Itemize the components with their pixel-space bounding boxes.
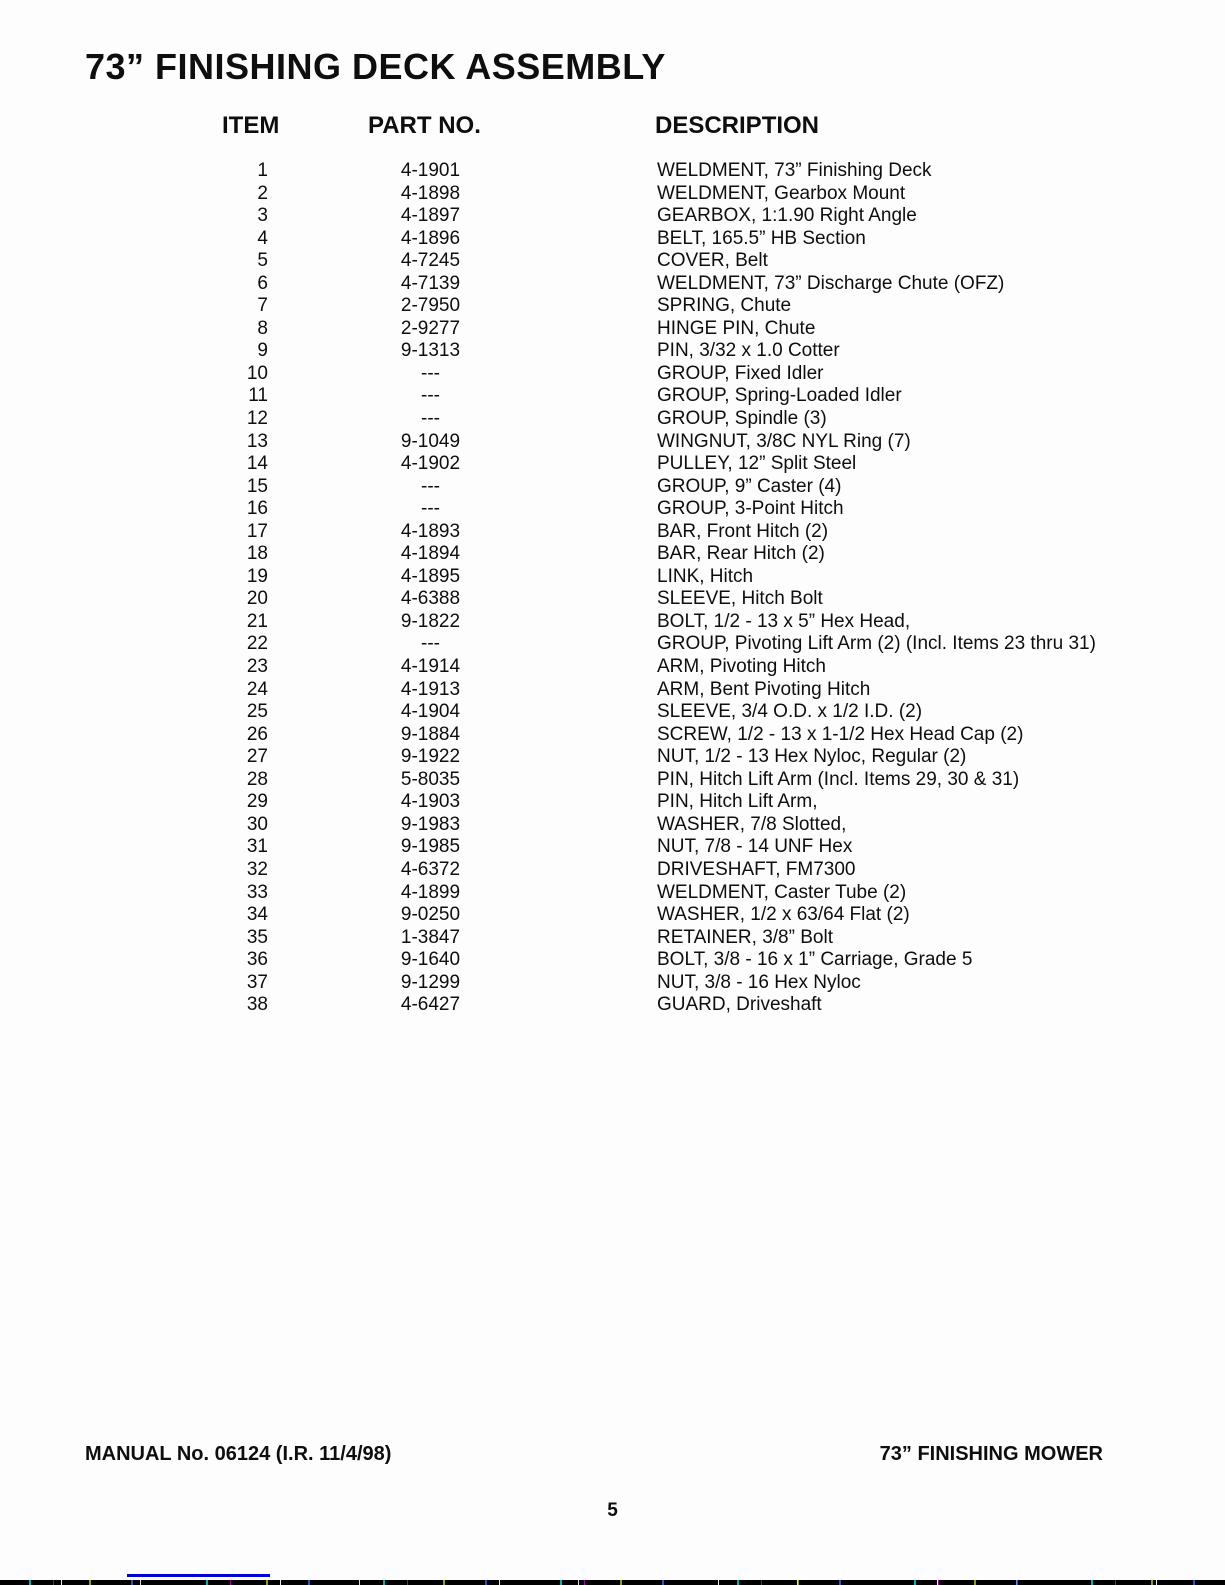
item-number-cell: 8 — [257, 317, 268, 339]
table-row — [0, 363, 1225, 386]
description-cell: RETAINER, 3/8” Bolt — [657, 926, 833, 948]
table-row — [0, 476, 1225, 499]
table-row — [0, 431, 1225, 454]
description-cell: GROUP, 3-Point Hitch — [657, 498, 844, 520]
table-row — [0, 543, 1225, 566]
table-row — [0, 273, 1225, 296]
part-number-cell: --- — [421, 385, 440, 407]
item-number-cell: 30 — [246, 813, 268, 835]
description-cell: GROUP, Spring-Loaded Idler — [657, 385, 902, 407]
table-row — [0, 949, 1225, 972]
table-row — [0, 408, 1225, 431]
table-row — [0, 972, 1225, 995]
part-number-cell: 4-1894 — [400, 543, 461, 565]
part-number-cell: 4-7245 — [400, 250, 461, 272]
item-number-cell: 28 — [246, 768, 268, 790]
table-row — [0, 611, 1225, 634]
part-number-cell: --- — [421, 498, 440, 520]
description-cell: NUT, 1/2 - 13 Hex Nyloc, Regular (2) — [657, 746, 967, 768]
part-number-cell: 4-1903 — [400, 791, 461, 813]
description-cell: PIN, 3/32 x 1.0 Cotter — [657, 340, 840, 362]
item-number-cell: 26 — [246, 723, 268, 745]
table-row — [0, 588, 1225, 611]
part-number-cell: 2-7950 — [400, 295, 461, 317]
footer-manual-number: MANUAL No. 06124 (I.R. 11/4/98) — [85, 1443, 392, 1465]
description-cell: SPRING, Chute — [657, 295, 792, 317]
part-number-cell: 4-1896 — [400, 227, 461, 249]
table-row — [0, 160, 1225, 183]
table-row — [0, 679, 1225, 702]
description-cell: SLEEVE, Hitch Bolt — [657, 588, 823, 610]
table-row — [0, 927, 1225, 950]
scan-artifact-blue-line — [127, 1574, 270, 1577]
description-cell: COVER, Belt — [657, 250, 768, 272]
item-number-cell: 2 — [257, 182, 268, 204]
part-number-cell: 4-1897 — [400, 205, 461, 227]
table-row — [0, 882, 1225, 905]
item-number-cell: 24 — [246, 678, 268, 700]
part-number-cell: --- — [421, 362, 440, 384]
description-cell: ARM, Pivoting Hitch — [657, 656, 826, 678]
column-header-part-no: PART NO. — [368, 112, 481, 139]
description-cell: BAR, Front Hitch (2) — [657, 520, 829, 542]
item-number-cell: 6 — [257, 272, 268, 294]
item-number-cell: 1 — [257, 160, 268, 181]
item-number-cell: 11 — [248, 385, 268, 407]
table-row — [0, 183, 1225, 206]
description-cell: WASHER, 1/2 x 63/64 Flat (2) — [657, 904, 910, 926]
table-row — [0, 701, 1225, 724]
table-row — [0, 385, 1225, 408]
item-number-cell: 23 — [246, 656, 268, 678]
item-number-cell: 25 — [246, 701, 268, 723]
item-number-cell: 31 — [246, 836, 268, 858]
part-number-cell: 9-1884 — [400, 723, 461, 745]
item-number-cell: 9 — [257, 340, 268, 362]
table-row — [0, 340, 1225, 363]
description-cell: PULLEY, 12” Split Steel — [657, 453, 857, 475]
description-cell: GUARD, Driveshaft — [657, 994, 822, 1016]
description-cell: PIN, Hitch Lift Arm (Incl. Items 29, 30 & 31) — [657, 768, 1020, 790]
table-row — [0, 769, 1225, 792]
description-cell: WELDMENT, Gearbox Mount — [657, 182, 906, 204]
part-number-cell: 2-9277 — [400, 317, 461, 339]
part-number-cell: 9-1985 — [400, 836, 461, 858]
description-cell: BELT, 165.5” HB Section — [657, 227, 866, 249]
table-row — [0, 521, 1225, 544]
description-cell: NUT, 7/8 - 14 UNF Hex — [657, 836, 853, 858]
item-number-cell: 19 — [246, 565, 268, 587]
item-number-cell: 20 — [246, 588, 268, 610]
description-cell: PIN, Hitch Lift Arm, — [657, 791, 818, 813]
table-row — [0, 994, 1225, 1017]
description-cell: WELDMENT, 73” Finishing Deck — [657, 160, 932, 181]
part-number-cell: 4-1904 — [400, 701, 461, 723]
part-number-cell: 4-6427 — [400, 994, 461, 1016]
description-cell: WELDMENT, 73” Discharge Chute (OFZ) — [657, 272, 1005, 294]
part-number-cell: 9-1922 — [400, 746, 461, 768]
item-number-cell: 12 — [246, 408, 268, 430]
table-row — [0, 746, 1225, 769]
item-number-cell: 29 — [246, 791, 268, 813]
item-number-cell: 7 — [257, 295, 268, 317]
item-number-cell: 22 — [246, 633, 268, 655]
description-cell: WELDMENT, Caster Tube (2) — [657, 881, 907, 903]
item-number-cell: 5 — [257, 250, 268, 272]
table-row — [0, 859, 1225, 882]
part-number-cell: 4-1893 — [400, 520, 461, 542]
item-number-cell: 36 — [246, 949, 268, 971]
column-header-description: DESCRIPTION — [655, 112, 820, 139]
part-number-cell: 4-6388 — [400, 588, 461, 610]
item-number-cell: 3 — [257, 205, 268, 227]
part-number-cell: 9-1049 — [400, 430, 461, 452]
part-number-cell: 4-1902 — [400, 453, 461, 475]
description-cell: DRIVESHAFT, FM7300 — [657, 858, 856, 880]
description-cell: NUT, 3/8 - 16 Hex Nyloc — [657, 971, 861, 993]
table-row — [0, 318, 1225, 341]
item-number-cell: 27 — [246, 746, 268, 768]
part-number-cell: --- — [421, 633, 440, 655]
page-title: 73” FINISHING DECK ASSEMBLY — [85, 46, 666, 87]
table-row — [0, 566, 1225, 589]
description-cell: GROUP, Pivoting Lift Arm (2) (Incl. Items 23 thru 31) — [657, 633, 1096, 655]
table-row — [0, 205, 1225, 228]
part-number-cell: 5-8035 — [400, 768, 461, 790]
item-number-cell: 16 — [246, 498, 268, 520]
part-number-cell: --- — [421, 475, 440, 497]
description-cell: SLEEVE, 3/4 O.D. x 1/2 I.D. (2) — [657, 701, 923, 723]
item-number-cell: 10 — [246, 362, 268, 384]
table-row — [0, 836, 1225, 859]
table-row — [0, 724, 1225, 747]
description-cell: BOLT, 1/2 - 13 x 5” Hex Head, — [657, 610, 911, 632]
item-number-cell: 37 — [246, 971, 268, 993]
item-number-cell: 21 — [246, 610, 268, 632]
part-number-cell: 4-1913 — [400, 678, 461, 700]
item-number-cell: 33 — [246, 881, 268, 903]
description-cell: LINK, Hitch — [657, 565, 754, 587]
table-row — [0, 250, 1225, 273]
item-number-cell: 4 — [257, 227, 268, 249]
item-number-cell: 14 — [246, 453, 268, 475]
part-number-cell: 4-1914 — [400, 656, 461, 678]
part-number-cell: 9-1640 — [400, 949, 461, 971]
table-row — [0, 904, 1225, 927]
part-number-cell: 4-1901 — [400, 160, 461, 181]
parts-table-body — [0, 160, 1225, 1017]
table-row — [0, 295, 1225, 318]
item-number-cell: 18 — [246, 543, 268, 565]
description-cell: HINGE PIN, Chute — [657, 317, 816, 339]
table-row — [0, 791, 1225, 814]
table-row — [0, 814, 1225, 837]
part-number-cell: 4-1895 — [400, 565, 461, 587]
footer-product-name: 73” FINISHING MOWER — [879, 1443, 1103, 1465]
table-row — [0, 453, 1225, 476]
part-number-cell: 4-6372 — [400, 858, 461, 880]
part-number-cell: 4-1898 — [400, 182, 461, 204]
table-row — [0, 656, 1225, 679]
description-cell: BAR, Rear Hitch (2) — [657, 543, 825, 565]
item-number-cell: 15 — [246, 475, 268, 497]
page-number: 5 — [607, 1500, 618, 1521]
part-number-cell: 9-1983 — [400, 813, 461, 835]
item-number-cell: 38 — [246, 994, 268, 1016]
description-cell: SCREW, 1/2 - 13 x 1-1/2 Hex Head Cap (2) — [657, 723, 1024, 745]
description-cell: GROUP, Fixed Idler — [657, 362, 824, 384]
part-number-cell: --- — [421, 408, 440, 430]
table-row — [0, 633, 1225, 656]
item-number-cell: 32 — [246, 858, 268, 880]
part-number-cell: 9-1822 — [400, 610, 461, 632]
description-cell: WINGNUT, 3/8C NYL Ring (7) — [657, 430, 911, 452]
table-row — [0, 498, 1225, 521]
part-number-cell: 1-3847 — [400, 926, 461, 948]
part-number-cell: 9-0250 — [400, 904, 461, 926]
part-number-cell: 4-1899 — [400, 881, 461, 903]
table-row — [0, 228, 1225, 251]
description-cell: BOLT, 3/8 - 16 x 1” Carriage, Grade 5 — [657, 949, 973, 971]
description-cell: GROUP, Spindle (3) — [657, 408, 827, 430]
item-number-cell: 17 — [246, 520, 268, 542]
part-number-cell: 9-1313 — [400, 340, 461, 362]
item-number-cell: 35 — [246, 926, 268, 948]
item-number-cell: 13 — [246, 430, 268, 452]
description-cell: GEARBOX, 1:1.90 Right Angle — [657, 205, 917, 227]
description-cell: GROUP, 9” Caster (4) — [657, 475, 842, 497]
scan-artifact-noise-bar — [0, 1580, 1225, 1585]
description-cell: WASHER, 7/8 Slotted, — [657, 813, 847, 835]
column-header-item: ITEM — [222, 112, 280, 139]
item-number-cell: 34 — [246, 904, 268, 926]
part-number-cell: 9-1299 — [400, 971, 461, 993]
part-number-cell: 4-7139 — [400, 272, 461, 294]
description-cell: ARM, Bent Pivoting Hitch — [657, 678, 871, 700]
